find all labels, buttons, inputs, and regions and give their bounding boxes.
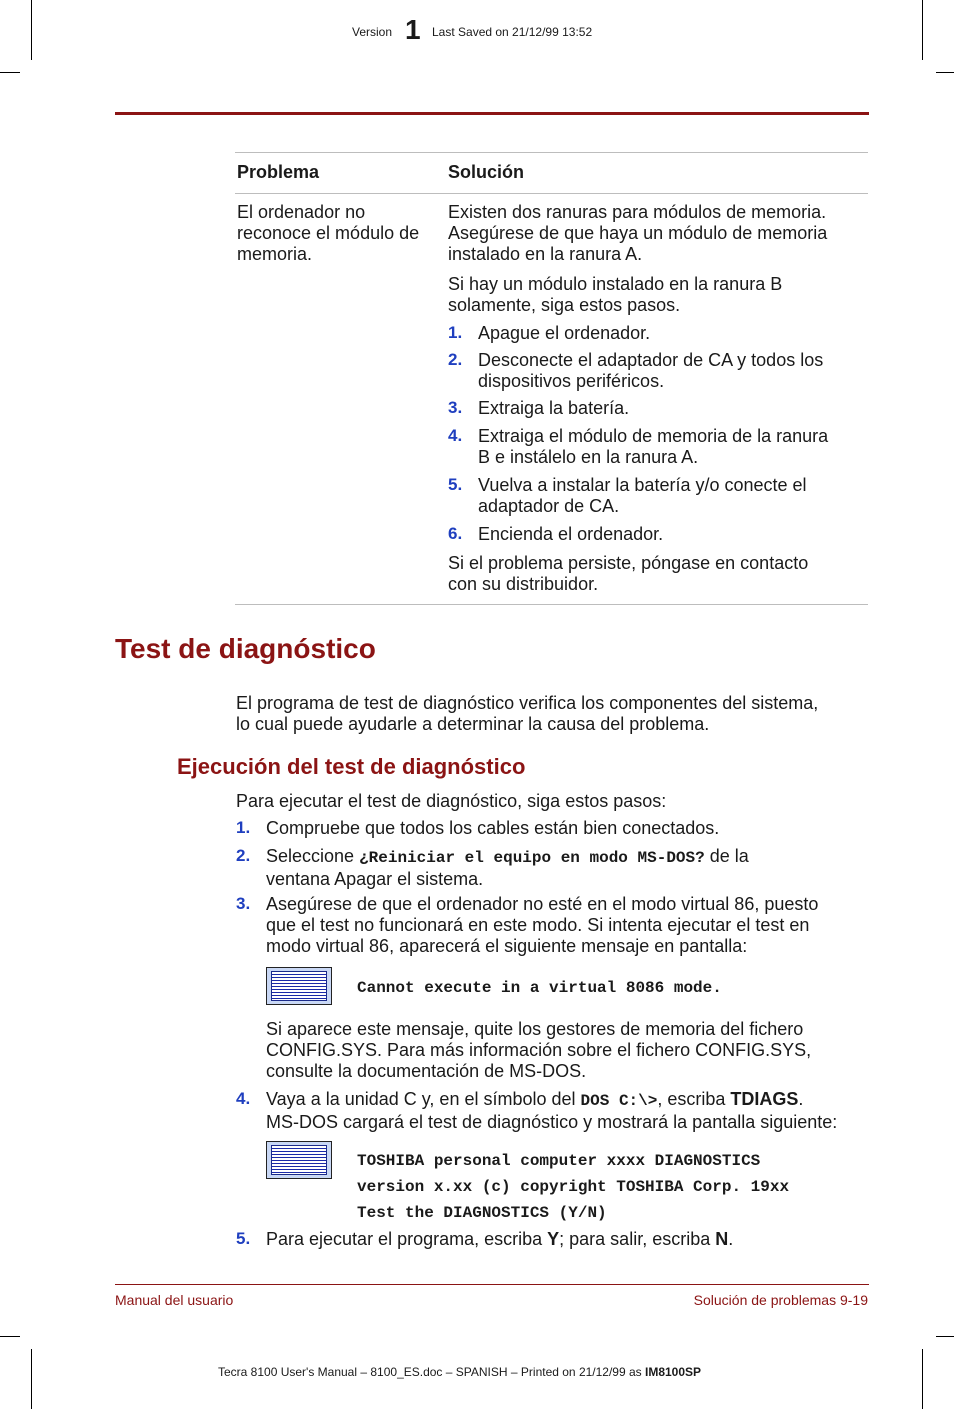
screen-output-line: Test the DIAGNOSTICS (Y/N) [357, 1204, 607, 1222]
step-number: 4. [448, 426, 463, 445]
step-text [478, 350, 823, 392]
note-line: CONFIG.SYS. Para más información sobre el fichero CONFIG.SYS, [266, 1040, 812, 1060]
print-line-code: IM8100SP [645, 1365, 702, 1379]
step-line: Asegúrese de que el ordenador no esté en el modo virtual 86, puesto [266, 894, 819, 914]
problem-cell [237, 202, 419, 265]
step-line: dispositivos periféricos. [478, 371, 665, 391]
screen-icon [266, 1141, 332, 1179]
step-line: ventana Apagar el sistema. [266, 869, 484, 889]
solution-line: instalado en la ranura A. [448, 244, 643, 264]
step-line: Vuelva a instalar la batería y/o conecte el [478, 475, 807, 495]
screen-output-line: Cannot execute in a virtual 8086 mode. [357, 979, 722, 997]
step-text [266, 1229, 733, 1250]
step-text-post: . [728, 1229, 734, 1249]
solution-line: Si hay un módulo instalado en la ranura B [448, 274, 783, 294]
step-line: adaptador de CA. [478, 496, 620, 516]
column-header-problem: Problema [237, 162, 320, 182]
step-line: MS-DOS cargará el test de diagnóstico y mostrará la pantalla siguiente: [266, 1112, 838, 1132]
step-text [266, 894, 818, 957]
footer-right: Solución de problemas 9-19 [693, 1292, 868, 1308]
step-text [478, 398, 629, 419]
last-saved: Last Saved on 21/12/99 13:52 [432, 25, 593, 39]
solution-paragraph [448, 274, 782, 316]
step-text [478, 426, 828, 468]
problem-line: reconoce el módulo de [237, 223, 420, 243]
step-text-post: de la [704, 846, 749, 866]
crop-mark [936, 72, 954, 73]
section-intro [236, 693, 818, 735]
step-text [478, 475, 807, 517]
step-text [478, 323, 650, 344]
key-no: N [715, 1229, 729, 1249]
table-bottom-rule [235, 604, 868, 605]
table-header-rule [235, 193, 868, 194]
crop-mark [0, 72, 20, 73]
crop-mark [936, 1336, 954, 1337]
step-number: 1. [236, 818, 251, 837]
step-line: Desconecte el adaptador de CA y todos los [478, 350, 824, 370]
step-text-pre: Vaya a la unidad C y, en el símbolo del [266, 1089, 581, 1109]
problem-line: memoria. [237, 244, 313, 264]
step-line: modo virtual 86, aparecerá el siguiente mensaje en pantalla: [266, 936, 748, 956]
step-text-pre: Para ejecutar el programa, escriba [266, 1229, 548, 1249]
step-number: 2. [236, 846, 251, 865]
solution-line: solamente, siga estos pasos. [448, 295, 681, 315]
crop-mark [922, 0, 923, 60]
section-title: Test de diagnóstico [115, 633, 376, 664]
step-text-mid: ; para salir, escriba [559, 1229, 716, 1249]
step-text-mid: , escriba [657, 1089, 731, 1109]
step-line: que el test no funcionará en este modo. Si intenta ejecutar el test en [266, 915, 810, 935]
step-number: 2. [448, 350, 463, 369]
crop-mark [0, 1336, 20, 1337]
crop-mark [31, 0, 32, 60]
solution-line: Asegúrese de que haya un módulo de memoria [448, 223, 828, 243]
version-number: 1 [405, 14, 421, 45]
lead-text: Para ejecutar el test de diagnóstico, siga estos pasos: [236, 791, 667, 811]
screen-output [357, 1148, 789, 1226]
header-rule [115, 112, 869, 115]
screen-icon [266, 967, 332, 1005]
screen-output-line: TOSHIBA personal computer xxxx DIAGNOSTICS [357, 1152, 761, 1170]
step-line: Extraiga el módulo de memoria de la ranura [478, 426, 829, 446]
screen-output-line: version x.xx (c) copyright TOSHIBA Corp. 19xx [357, 1178, 790, 1196]
step-text: Compruebe que todos los cables están bien conectados. [266, 818, 720, 838]
solution-paragraph [448, 202, 827, 265]
step-text-post: . [798, 1089, 804, 1109]
subsection-title: Ejecución del test de diagnóstico [177, 754, 526, 779]
print-line [218, 1365, 701, 1379]
step-number: 5. [448, 475, 463, 494]
step-text [478, 524, 663, 545]
footer-rule [115, 1284, 869, 1285]
print-line-text: Tecra 8100 User's Manual – 8100_ES.doc – SPANISH – Printed on 21/12/99 as [218, 1365, 645, 1379]
step-text [266, 846, 749, 890]
step-line: Apague el ordenador. [478, 323, 651, 343]
table-top-rule [235, 152, 868, 153]
step-line: Encienda el ordenador. [478, 524, 664, 544]
solution-paragraph [448, 553, 808, 595]
note-line: consulte la documentación de MS-DOS. [266, 1061, 587, 1081]
step-line: B e instálelo en la ranura A. [478, 447, 699, 467]
command-name: TDIAGS [730, 1089, 799, 1109]
problem-line: El ordenador no [237, 202, 366, 222]
step-text-pre: Seleccione [266, 846, 360, 866]
version-label: Version [352, 25, 393, 39]
step-number: 3. [236, 894, 251, 913]
key-yes: Y [547, 1229, 560, 1249]
crop-mark [922, 1349, 923, 1409]
column-header-solution: Solución [448, 162, 524, 182]
solution-line: Si el problema persiste, póngase en contacto [448, 553, 809, 573]
intro-line: El programa de test de diagnóstico verifica los componentes del sistema, [236, 693, 819, 713]
screen-output [357, 975, 722, 1001]
note-line: Si aparece este mensaje, quite los gestores de memoria del fichero [266, 1019, 804, 1039]
footer-left: Manual del usuario [115, 1292, 234, 1308]
solution-line: Existen dos ranuras para módulos de memoria. [448, 202, 827, 222]
step-number: 4. [236, 1089, 251, 1108]
command-text: DOS C:\> [580, 1092, 658, 1110]
crop-mark [31, 1349, 32, 1409]
intro-line: lo cual puede ayudarle a determinar la causa del problema. [236, 714, 710, 734]
step-number: 6. [448, 524, 463, 543]
step-number: 1. [448, 323, 463, 342]
note-paragraph [266, 1019, 811, 1082]
step-number: 3. [448, 398, 463, 417]
step-line: Extraiga la batería. [478, 398, 630, 418]
step-number: 5. [236, 1229, 251, 1248]
command-text: ¿Reiniciar el equipo en modo MS-DOS? [359, 849, 705, 867]
step-text [266, 1089, 837, 1133]
solution-line: con su distribuidor. [448, 574, 599, 594]
